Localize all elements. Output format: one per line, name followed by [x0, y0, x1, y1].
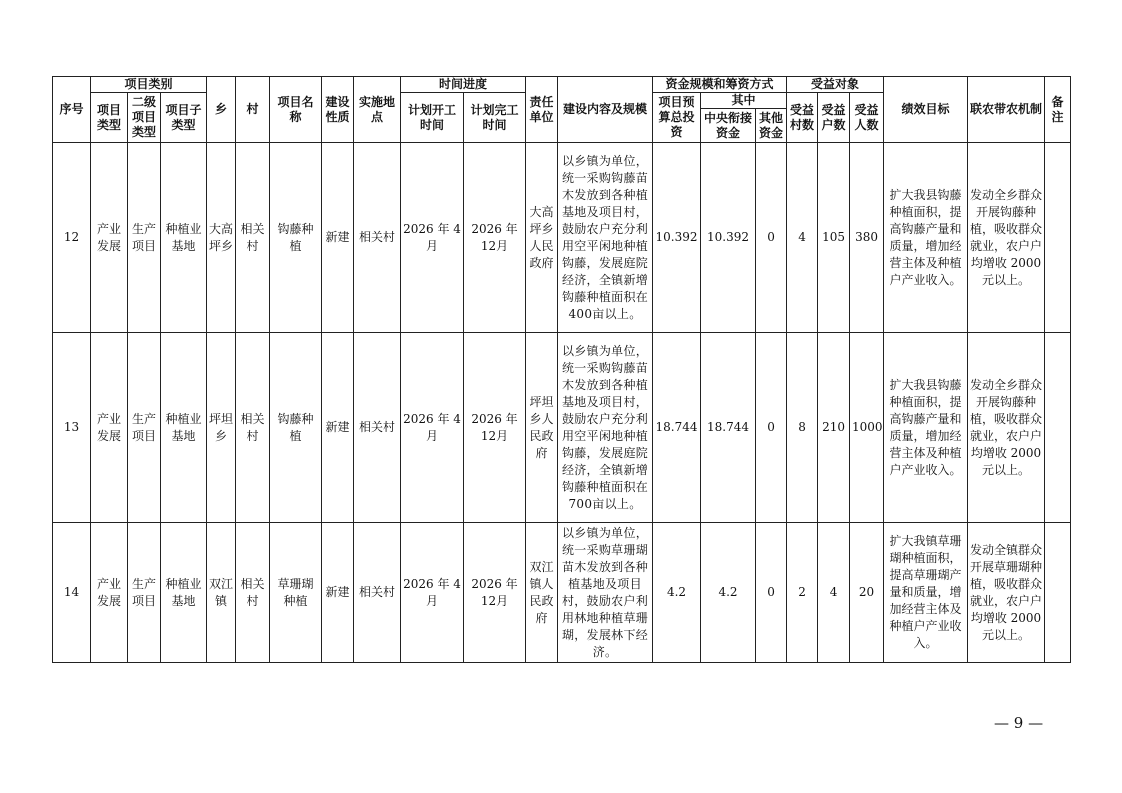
cell-village: 相关村 — [236, 523, 270, 663]
cell-content: 以乡镇为单位，统一采购钩藤苗木发放到各种植基地及项目村，鼓励农户充分利用空平闲地种植钩藤，发展庭院经济，全镇新增钩藤种植面积在700亩以上。 — [558, 333, 653, 523]
table-row — [53, 523, 1071, 663]
cell-cat-sub2: 生产项目 — [128, 143, 161, 333]
cell-remark — [1045, 333, 1071, 523]
cell-nature: 新建 — [322, 143, 354, 333]
cell-central: 4.2 — [701, 523, 756, 663]
cell-cat-sub: 种植业基地 — [161, 143, 207, 333]
cell-cat-sub: 种植业基地 — [161, 333, 207, 523]
table-row — [53, 143, 1071, 333]
cell-project-name: 钩藤种植 — [270, 333, 322, 523]
cell-b-households: 105 — [818, 143, 850, 333]
cell-start: 2026 年 4 月 — [401, 333, 464, 523]
cell-b-villages: 8 — [787, 333, 818, 523]
cell-b-people: 1000 — [850, 333, 884, 523]
cell-location: 相关村 — [354, 333, 401, 523]
header-township: 乡 — [207, 77, 236, 143]
cell-content: 以乡镇为单位，统一采购钩藤苗木发放到各种植基地及项目村，鼓励农户充分利用空平闲地种植钩藤，发展庭院经济，全镇新增钩藤种植面积在400亩以上。 — [558, 143, 653, 333]
header-beneficiary: 受益对象 — [787, 77, 884, 93]
cell-b-people: 380 — [850, 143, 884, 333]
cell-start: 2026 年 4 月 — [401, 143, 464, 333]
cell-performance: 扩大我县钩藤种植面积，提高钩藤产量和质量，增加经营主体及种植户产业收入。 — [884, 143, 968, 333]
cell-cat-type: 产业发展 — [91, 523, 128, 663]
header-b-households: 受益户数 — [818, 93, 850, 143]
cell-total: 10.392 — [653, 143, 701, 333]
cell-seq: 12 — [53, 143, 91, 333]
cell-project-name: 草珊瑚种植 — [270, 523, 322, 663]
cell-other: 0 — [756, 143, 787, 333]
cell-mechanism: 发动全乡群众开展钩藤种植，吸收群众就业，农户户均增收 2000 元以上。 — [968, 143, 1045, 333]
header-start: 计划开工时间 — [401, 93, 464, 143]
cell-remark — [1045, 143, 1071, 333]
cell-b-villages: 4 — [787, 143, 818, 333]
cell-performance: 扩大我县钩藤种植面积，提高钩藤产量和质量，增加经营主体及种植户产业收入。 — [884, 333, 968, 523]
cell-cat-sub2: 生产项目 — [128, 523, 161, 663]
header-total: 项目预算总投资 — [653, 93, 701, 143]
header-b-villages: 受益村数 — [787, 93, 818, 143]
header-performance: 绩效目标 — [884, 77, 968, 143]
cell-performance: 扩大我镇草珊瑚种植面积，提高草珊瑚产量和质量，增加经营主体及种植户产业收入。 — [884, 523, 968, 663]
table-row — [53, 333, 1071, 523]
header-content: 建设内容及规模 — [558, 77, 653, 143]
header-schedule: 时间进度 — [401, 77, 526, 93]
cell-seq: 13 — [53, 333, 91, 523]
cell-central: 18.744 — [701, 333, 756, 523]
cell-mechanism: 发动全乡群众开展钩藤种植，吸收群众就业，农户户均增收 2000 元以上。 — [968, 333, 1045, 523]
cell-unit: 双江镇人民政府 — [526, 523, 558, 663]
header-project-name: 项目名称 — [270, 77, 322, 143]
cell-other: 0 — [756, 523, 787, 663]
cell-central: 10.392 — [701, 143, 756, 333]
cell-mechanism: 发动全镇群众开展草珊瑚种植，吸收群众就业，农户户均增收 2000 元以上。 — [968, 523, 1045, 663]
cell-end: 2026 年 12月 — [464, 523, 526, 663]
cell-cat-type: 产业发展 — [91, 143, 128, 333]
cell-location: 相关村 — [354, 143, 401, 333]
cell-project-name: 钩藤种植 — [270, 143, 322, 333]
cell-remark — [1045, 523, 1071, 663]
header-unit: 责任单位 — [526, 77, 558, 143]
cell-b-households: 210 — [818, 333, 850, 523]
header-category: 项目类别 — [91, 77, 207, 93]
cell-location: 相关村 — [354, 523, 401, 663]
cell-nature: 新建 — [322, 333, 354, 523]
cell-total: 18.744 — [653, 333, 701, 523]
header-remark: 备注 — [1045, 77, 1071, 143]
header-cat-sub: 项目子类型 — [161, 93, 207, 143]
header-seq: 序号 — [53, 77, 91, 143]
cell-b-people: 20 — [850, 523, 884, 663]
header-location: 实施地点 — [354, 77, 401, 143]
cell-nature: 新建 — [322, 523, 354, 663]
cell-cat-type: 产业发展 — [91, 333, 128, 523]
project-plan-table — [52, 76, 1071, 663]
cell-b-villages: 2 — [787, 523, 818, 663]
page-number: — 9 — — [994, 714, 1044, 732]
header-cat-type: 项目类型 — [91, 93, 128, 143]
cell-township: 坪坦乡 — [207, 333, 236, 523]
cell-village: 相关村 — [236, 143, 270, 333]
header-mechanism: 联农带农机制 — [968, 77, 1045, 143]
header-village: 村 — [236, 77, 270, 143]
cell-total: 4.2 — [653, 523, 701, 663]
cell-cat-sub: 种植业基地 — [161, 523, 207, 663]
cell-start: 2026 年 4 月 — [401, 523, 464, 663]
cell-unit: 坪坦乡人民政府 — [526, 333, 558, 523]
header-funding: 资金规模和筹资方式 — [653, 77, 787, 93]
header-end: 计划完工时间 — [464, 93, 526, 143]
header-nature: 建设性质 — [322, 77, 354, 143]
cell-township: 大高坪乡 — [207, 143, 236, 333]
cell-unit: 大高坪乡人民政府 — [526, 143, 558, 333]
cell-cat-sub2: 生产项目 — [128, 333, 161, 523]
cell-township: 双江镇 — [207, 523, 236, 663]
header-b-people: 受益人数 — [850, 93, 884, 143]
header-central: 中央衔接资金 — [701, 109, 756, 143]
header-of-which: 其中 — [701, 93, 787, 109]
cell-content: 以乡镇为单位，统一采购草珊瑚苗木发放到各种植基地及项目村，鼓励农户利用林地种植草珊瑚，发展林下经济。 — [558, 523, 653, 663]
header-other: 其他资金 — [756, 109, 787, 143]
cell-end: 2026 年 12月 — [464, 333, 526, 523]
cell-village: 相关村 — [236, 333, 270, 523]
header-cat-sub2: 二级项目类型 — [128, 93, 161, 143]
cell-seq: 14 — [53, 523, 91, 663]
cell-b-households: 4 — [818, 523, 850, 663]
cell-other: 0 — [756, 333, 787, 523]
cell-end: 2026 年 12月 — [464, 143, 526, 333]
